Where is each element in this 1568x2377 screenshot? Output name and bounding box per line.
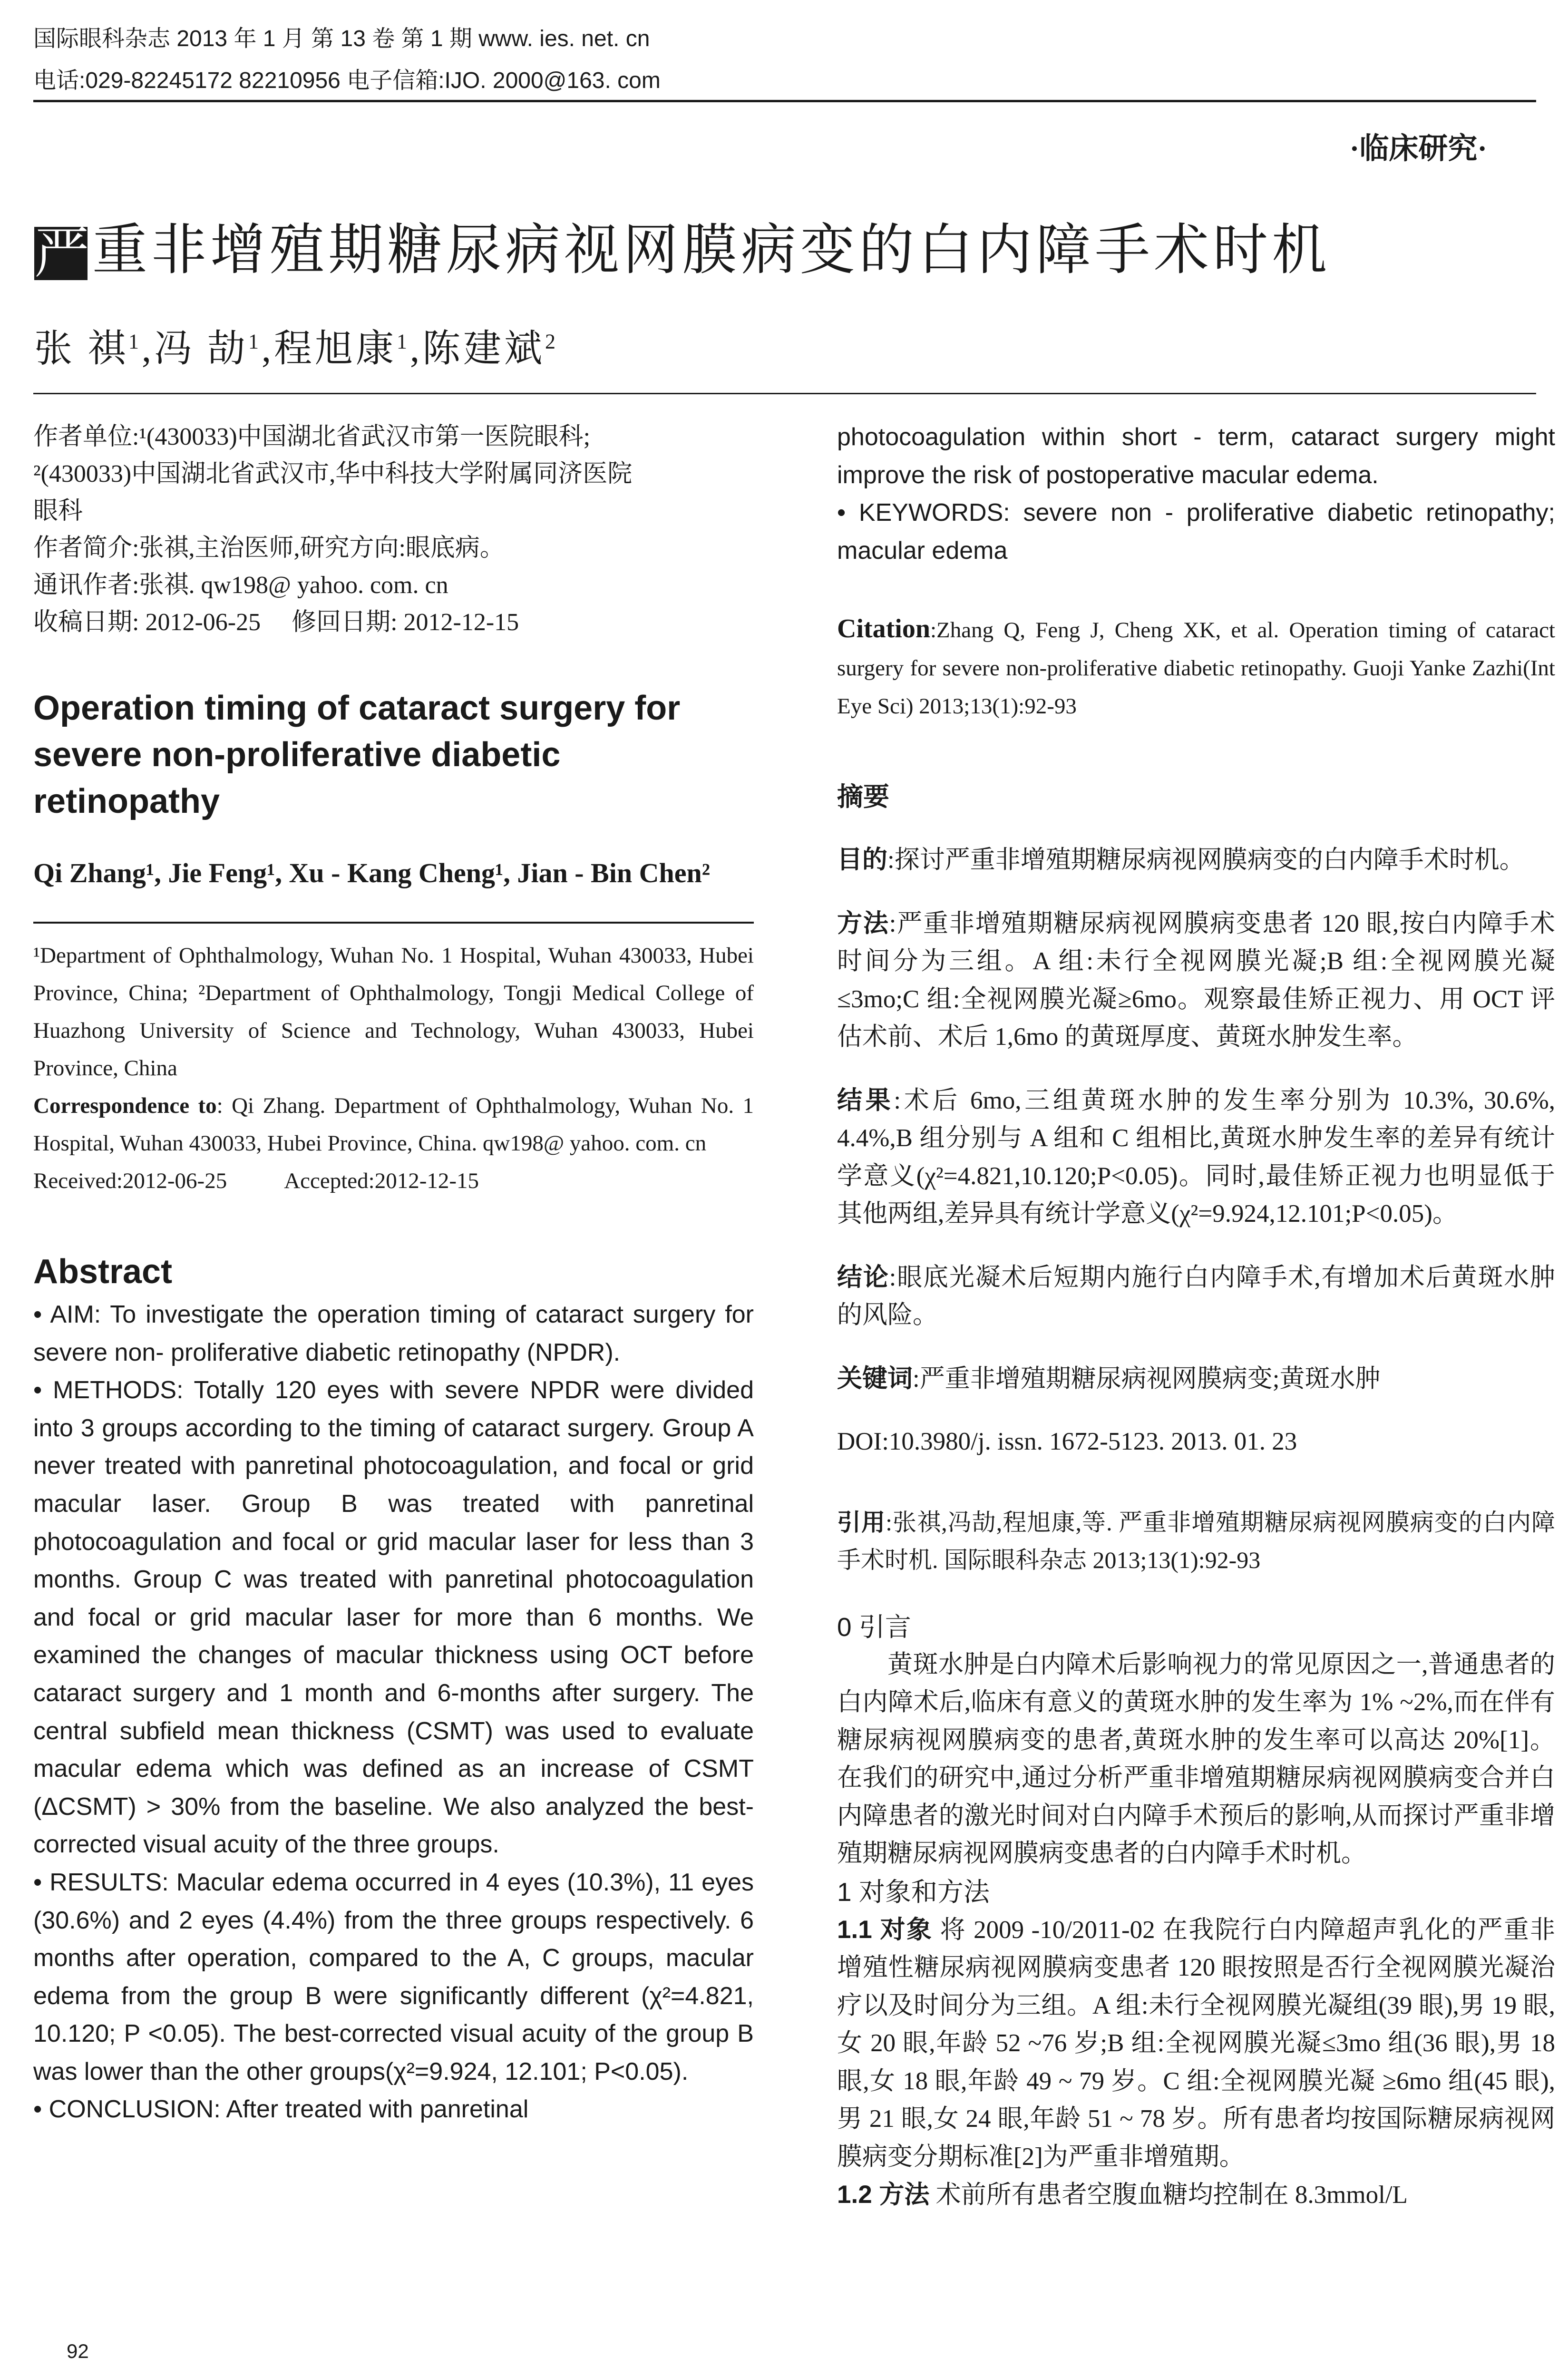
section-1-1-label: 1.1 对象 (837, 1915, 933, 1944)
zh-keywords (837, 1360, 1555, 1398)
author-3: ,程旭康 (262, 328, 397, 370)
section1-heading: 1 对象和方法 (837, 1877, 990, 1907)
correspondence-label: Correspondence to (33, 1093, 217, 1118)
author-1: 张 祺 (34, 328, 128, 370)
section-tag: ·临床研究· (1349, 133, 1487, 165)
zh-objective-label: 目的 (837, 846, 887, 874)
affil-cn-line: ²(430033)中国湖北省武汉市,华中科技大学附属同济医院 (33, 460, 633, 487)
section-1-2-text: 术前所有患者空腹血糖均控制在 8.3mmol/L (929, 2181, 1408, 2209)
abstract-results: • RESULTS: Macular edema occurred in 4 eyes (10.3%), 11 eyes (30.6%) and 2 eyes (4.4%) from the three groups respectively. 6 months after operation, compared to the A, C groups, macular edema from the group B were significantly different (χ²=4.821, 10.120; P <0.05). The best-corrected visual acuity of the group B was lower than the other groups(χ²=9.924, 12.101; P<0.05). (33, 1868, 754, 2085)
title-drop-char: 严 (34, 221, 89, 286)
abstract-keywords: • KEYWORDS: severe non - proliferative diabetic retinopathy; macular edema (837, 499, 1555, 565)
abstract-conclusion-start: • CONCLUSION: After treated with panretinal (33, 2095, 529, 2124)
citation-en (837, 610, 1555, 725)
received-accepted (33, 1162, 754, 1200)
affil-cn-line: 作者单位:¹(430033)中国湖北省武汉市第一医院眼科; (33, 423, 591, 450)
zh-results (837, 1081, 1555, 1233)
author-intro-cn: 作者简介:张祺,主治医师,研究方向:眼底病。 (33, 535, 505, 562)
header-rule (33, 100, 1536, 102)
author-4-sup: 2 (545, 330, 558, 353)
zh-results-text: :术后 6mo,三组黄斑水肿的发生率分别为 10.3%, 30.6%, 4.4%,B 组分别与 A 组和 C 组相比,黄斑水肿发生率的差异有统计学意义(χ²=4.821,10.120;P<0.05)。同时,最佳矫正视力也明显低于其他两组,差异具有统计学意义(χ²=9.924,12.101;P<0.05)。 (837, 1086, 1556, 1228)
correspondence-text: : Qi Zhang. Department of Ophthalmology, Wuhan No. 1 Hospital, Wuhan 430033, Hubei Province, China. qw198@ yahoo. com. cn (33, 1093, 754, 1156)
received-date: Received:2012-06-25 (33, 1169, 227, 1193)
intro-heading: 0 引言 (837, 1612, 911, 1642)
affiliation-cn (33, 419, 754, 530)
section-1-1 (837, 1911, 1555, 2176)
doi: DOI:10.3980/j. issn. 1672-5123. 2013. 01. 23 (837, 1428, 1297, 1456)
author-2-sup: 1 (248, 330, 262, 353)
dates-cn: 收稿日期: 2012-06-25 修回日期: 2012-12-15 (33, 609, 519, 636)
zh-results-label: 结果 (837, 1086, 894, 1114)
zh-objective (837, 841, 1555, 879)
corresponding-author-cn: 通讯作者:张祺. qw198@ yahoo. com. cn (33, 572, 448, 599)
zh-conclusion-text: :眼底光凝术后短期内施行白内障手术,有增加术后黄斑水肿的风险。 (837, 1263, 1556, 1329)
citation-zh (837, 1504, 1555, 1579)
journal-header-line1: 国际眼科杂志 2013 年 1 月 第 13 卷 第 1 期 www. ies. net. cn (33, 26, 650, 51)
authors-rule (33, 393, 1536, 394)
citation-zh-label: 引用 (837, 1509, 886, 1536)
author-1-sup: 1 (128, 330, 142, 353)
zh-abstract-heading: 摘要 (837, 782, 890, 812)
zh-conclusion (837, 1258, 1555, 1335)
affil-cn-line: 眼科 (33, 497, 83, 525)
zh-abstract-body (837, 841, 1555, 1461)
english-title: Operation timing of cataract surgery for severe non-proliferative diabetic retinopathy (33, 689, 681, 820)
section-1-2 (837, 2176, 1555, 2214)
zh-keywords-label: 关键词 (837, 1364, 913, 1393)
left-column (33, 419, 754, 2129)
author-4: ,陈建斌 (410, 328, 545, 370)
page-title (34, 205, 1331, 285)
section-1-1-text: 将 2009 -10/2011-02 在我院行白内障超声乳化的严重非增殖性糖尿病视网膜病变患者 120 眼按照是否行全视网膜光凝治疗以及时间分为三组。A 组:未行全视网膜光凝组(39 眼),男 19 眼,女 20 眼,年龄 52 ~76 岁;B 组:全视网膜光凝≤3mo 组(36 眼),男 18 眼,女 18 眼,年龄 49 ~ 79 岁。C 组:全视网膜光凝 ≥6mo 组(45 眼),男 21 眼,女 24 眼,年龄 51 ~ 78 岁。所有患者均按国际糖尿病视网膜病变分期标准[2]为严重非增殖期。 (837, 1916, 1556, 2171)
english-correspondence (33, 1087, 754, 1162)
zh-methods-text: :严重非增殖期糖尿病视网膜病变患者 120 眼,按白内障手术时间分为三组。A 组:未行全视网膜光凝;B 组:全视网膜光凝≤3mo;C 组:全视网膜光凝≥6mo。观察最佳矫正视力、用 OCT 评估术前、术后 1,6mo 的黄斑厚度、黄斑水肿发生率。 (837, 909, 1556, 1051)
abstract-body (33, 1296, 754, 2129)
page-number: 92 (67, 2340, 89, 2362)
abstract-heading: Abstract (33, 1253, 173, 1291)
abstract-conclusion-end: photocoagulation within short - term, cataract surgery might improve the risk of postoperative macular edema. (837, 423, 1555, 489)
zh-keywords-text: :严重非增殖期糖尿病视网膜病变;黄斑水肿 (913, 1364, 1381, 1393)
affiliation-rule (33, 922, 754, 924)
abstract-methods: • METHODS: Totally 120 eyes with severe NPDR were divided into 3 groups according to the timing of cataract surgery. Group A never treated with panretinal photocoagulation, and focal or grid macular laser. Group B was treated with panretinal photocoagulation and focal or grid macular laser for less than 3 months. Group C was treated with panretinal photocoagulation and focal or grid macular laser for more than 6 months. We examined the changes of macular thickness using OCT before cataract surgery and 1 month and 6-months after surgery. The central subfield mean thickness (CSMT) was used to evaluate macular edema which was defined as an increase of CSMT (ΔCSMT) > 30% from the baseline. We also analyzed the best-corrected visual acuity of the three groups. (33, 1376, 754, 1859)
zh-objective-text: :探讨严重非增殖期糖尿病视网膜病变的白内障手术时机。 (887, 846, 1525, 874)
citation-label: Citation (837, 614, 930, 644)
english-authors: Qi Zhang¹, Jie Feng¹, Xu - Kang Cheng¹, Jian - Bin Chen² (33, 857, 711, 888)
intro-paragraph: 黄斑水肿是白内障术后影响视力的常见原因之一,普通患者的白内障术后,临床有意义的黄斑水肿的发生率为 1% ~2%,而在伴有糖尿病视网膜病变的患者,黄斑水肿的发生率可以高达 20%[1]。在我们的研究中,通过分析严重非增殖期糖尿病视网膜病变合并白内障患者的激光时间对白内障手术预后的影响,从而探讨严重非增殖期糖尿病视网膜病变患者的白内障手术时机。 (837, 1650, 1555, 1868)
author-3-sup: 1 (397, 330, 410, 353)
author-2: ,冯 劼 (142, 328, 248, 370)
zh-methods-label: 方法 (837, 909, 889, 937)
accepted-date: Accepted:2012-12-15 (284, 1169, 479, 1193)
section-1-2-label: 1.2 方法 (837, 2181, 930, 2209)
journal-header-line2: 电话:029-82245172 82210956 电子信箱:IJO. 2000@163. com (33, 68, 661, 93)
authors-cn (34, 318, 558, 372)
zh-conclusion-label: 结论 (837, 1263, 889, 1291)
citation-zh-text: :张祺,冯劼,程旭康,等. 严重非增殖期糖尿病视网膜病变的白内障手术时机. 国际眼科杂志 2013;13(1):92-93 (837, 1509, 1556, 1574)
zh-methods (837, 905, 1555, 1056)
abstract-aim: • AIM: To investigate the operation timing of cataract surgery for severe non- proliferative diabetic retinopathy (NPDR). (33, 1301, 754, 1366)
citation-text: :Zhang Q, Feng J, Cheng XK, et al. Operation timing of cataract surgery for severe non-proliferative diabetic retinopathy. Guoji Yanke Zazhi(Int Eye Sci) 2013;13(1):92-93 (837, 618, 1555, 719)
right-column (837, 419, 1555, 2214)
english-affiliation: ¹Department of Ophthalmology, Wuhan No. 1 Hospital, Wuhan 430033, Hubei Province, China; ²Department of Ophthalmology, Tongji Medical College of Huazhong University of Science and Technology, Wuhan 430033, Hubei Province, China (33, 943, 754, 1081)
title-text: 重非增殖期糖尿病视网膜病变的白内障手术时机 (92, 218, 1331, 282)
